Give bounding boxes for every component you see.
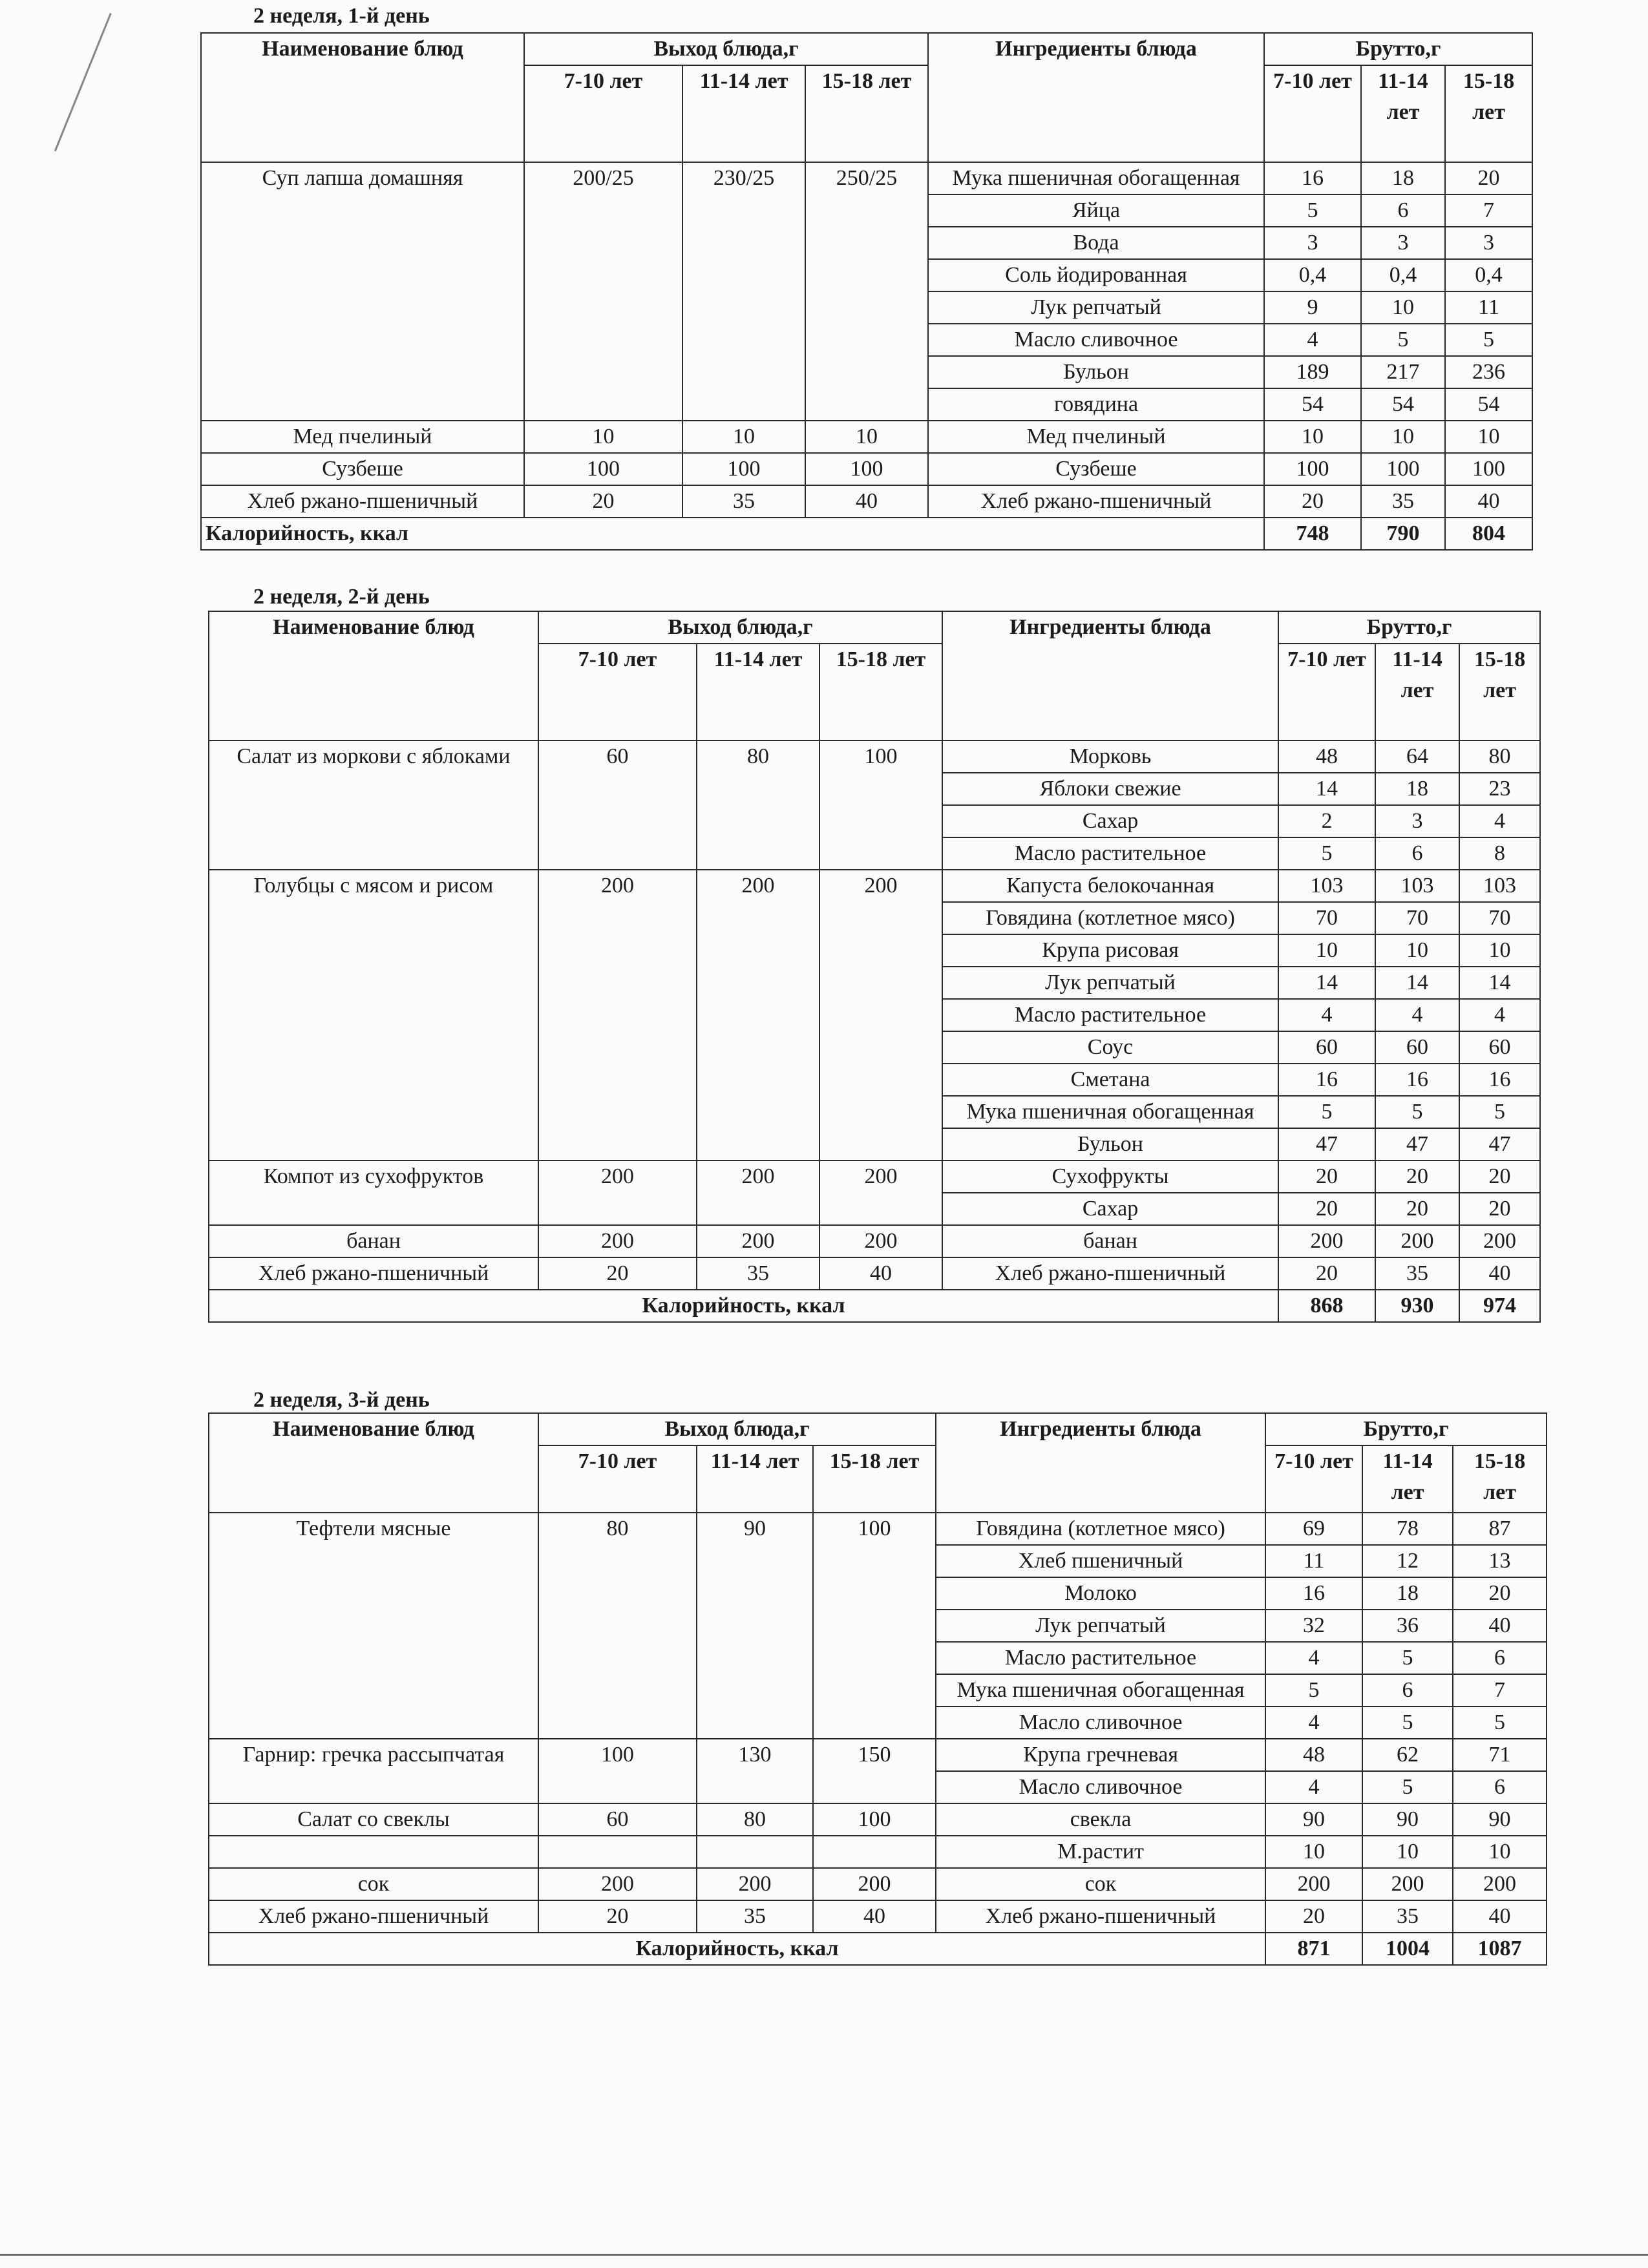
- dish-name: Голубцы с мясом и рисом: [209, 870, 538, 1160]
- ingredient-gross: 10: [1264, 421, 1361, 453]
- header-output-age2: 11-14 лет: [697, 644, 819, 740]
- header-output-age1: 7-10 лет: [538, 1445, 697, 1513]
- ingredient-name: Говядина (котлетное мясо): [942, 902, 1278, 934]
- ingredient-name: Лук репчатый: [942, 967, 1278, 999]
- dish-output: 10: [524, 421, 682, 453]
- header-output-age2: 11-14 лет: [697, 1445, 813, 1513]
- header-gross: Брутто,г: [1264, 33, 1532, 65]
- dish-output: [813, 1836, 936, 1868]
- ingredient-gross: 5: [1453, 1706, 1547, 1739]
- header-gross: Брутто,г: [1265, 1413, 1547, 1445]
- ingredient-gross: 70: [1375, 902, 1459, 934]
- ingredient-gross: 6: [1362, 1674, 1453, 1706]
- dish-output: 10: [805, 421, 928, 453]
- dish-output: [538, 1836, 697, 1868]
- ingredient-gross: 4: [1375, 999, 1459, 1031]
- ingredient-name: Бульон: [928, 356, 1264, 388]
- ingredient-gross: 16: [1278, 1064, 1375, 1096]
- ingredient-name: Мука пшеничная обогащенная: [928, 162, 1264, 194]
- ingredient-name: Соус: [942, 1031, 1278, 1064]
- ingredient-gross: 0,4: [1264, 259, 1361, 291]
- ingredient-gross: 10: [1445, 421, 1532, 453]
- table-row: [209, 1836, 1547, 1868]
- ingredient-name: свекла: [936, 1803, 1265, 1836]
- table-row: [209, 740, 1540, 773]
- ingredient-gross: 18: [1361, 162, 1445, 194]
- ingredient-gross: 100: [1264, 453, 1361, 485]
- ingredient-gross: 189: [1264, 356, 1361, 388]
- ingredient-gross: 10: [1362, 1836, 1453, 1868]
- ingredient-gross: 100: [1445, 453, 1532, 485]
- ingredient-gross: 5: [1362, 1642, 1453, 1674]
- ingredient-gross: 5: [1362, 1706, 1453, 1739]
- ingredient-gross: 20: [1375, 1193, 1459, 1225]
- ingredient-gross: 0,4: [1445, 259, 1532, 291]
- ingredient-gross: 11: [1445, 291, 1532, 324]
- dish-output: [697, 1836, 813, 1868]
- dish-output: 60: [538, 1803, 697, 1836]
- ingredient-name: говядина: [928, 388, 1264, 421]
- menu-table-day-1: [200, 32, 1533, 551]
- ingredient-gross: 20: [1264, 485, 1361, 518]
- ingredient-gross: 90: [1265, 1803, 1362, 1836]
- dish-name: банан: [209, 1225, 538, 1257]
- header-gross-age1: 7-10 лет: [1278, 644, 1375, 740]
- table-row: [209, 1225, 1540, 1257]
- dish-output: 230/25: [682, 162, 805, 421]
- ingredient-gross: 10: [1453, 1836, 1547, 1868]
- header-output-age1: 7-10 лет: [538, 644, 697, 740]
- dish-name: Хлеб ржано-пшеничный: [209, 1900, 538, 1933]
- dish-name: сок: [209, 1868, 538, 1900]
- header-dish: Наименование блюд: [201, 33, 524, 162]
- dish-output: 130: [697, 1739, 813, 1803]
- calories-row: [209, 1290, 1540, 1322]
- calories-label: Калорийность, ккал: [209, 1290, 1278, 1322]
- dish-output: 200: [697, 1868, 813, 1900]
- header-gross-age2: 11-14 лет: [1361, 65, 1445, 162]
- dish-output: 20: [538, 1257, 697, 1290]
- ingredient-name: сок: [936, 1868, 1265, 1900]
- header-dish: Наименование блюд: [209, 611, 538, 740]
- header-gross-age3: 15-18 лет: [1453, 1445, 1547, 1513]
- ingredient-gross: 7: [1445, 194, 1532, 227]
- dish-output: 200: [697, 1225, 819, 1257]
- ingredient-gross: 90: [1453, 1803, 1547, 1836]
- ingredient-gross: 23: [1459, 773, 1540, 805]
- dish-output: 40: [813, 1900, 936, 1933]
- dish-output: 100: [538, 1739, 697, 1803]
- ingredient-gross: 20: [1375, 1160, 1459, 1193]
- ingredient-gross: 103: [1459, 870, 1540, 902]
- ingredient-gross: 4: [1459, 999, 1540, 1031]
- ingredient-gross: 5: [1362, 1771, 1453, 1803]
- table-row: [201, 162, 1532, 194]
- ingredient-name: Яблоки свежие: [942, 773, 1278, 805]
- dish-output: 80: [538, 1513, 697, 1739]
- dish-output: 35: [682, 485, 805, 518]
- ingredient-gross: 5: [1278, 1096, 1375, 1128]
- ingredient-gross: 54: [1264, 388, 1361, 421]
- ingredient-gross: 40: [1453, 1900, 1547, 1933]
- dish-output: 200: [538, 870, 697, 1160]
- ingredient-gross: 6: [1375, 837, 1459, 870]
- ingredient-gross: 5: [1265, 1674, 1362, 1706]
- ingredient-gross: 10: [1278, 934, 1375, 967]
- dish-output: 20: [538, 1900, 697, 1933]
- table-row: [209, 1803, 1547, 1836]
- ingredient-name: Масло растительное: [942, 837, 1278, 870]
- ingredient-gross: 5: [1264, 194, 1361, 227]
- ingredient-gross: 20: [1445, 162, 1532, 194]
- ingredient-gross: 5: [1459, 1096, 1540, 1128]
- dish-output: 200: [813, 1868, 936, 1900]
- ingredient-gross: 14: [1278, 967, 1375, 999]
- dish-output: 250/25: [805, 162, 928, 421]
- ingredient-gross: 70: [1278, 902, 1375, 934]
- ingredient-gross: 6: [1361, 194, 1445, 227]
- ingredient-gross: 54: [1361, 388, 1445, 421]
- table-row: [201, 485, 1532, 518]
- dish-output: 150: [813, 1739, 936, 1803]
- ingredient-name: Сузбеше: [928, 453, 1264, 485]
- ingredient-gross: 200: [1453, 1868, 1547, 1900]
- ingredient-name: Хлеб ржано-пшеничный: [928, 485, 1264, 518]
- header-dish: Наименование блюд: [209, 1413, 538, 1513]
- calories-label: Калорийность, ккал: [209, 1933, 1265, 1965]
- ingredient-gross: 14: [1459, 967, 1540, 999]
- dish-name: Хлеб ржано-пшеничный: [209, 1257, 538, 1290]
- ingredient-gross: 16: [1264, 162, 1361, 194]
- ingredient-gross: 16: [1265, 1577, 1362, 1610]
- header-output-age2: 11-14 лет: [682, 65, 805, 162]
- dish-output: 100: [682, 453, 805, 485]
- dish-output: 80: [697, 1803, 813, 1836]
- ingredient-gross: 69: [1265, 1513, 1362, 1545]
- ingredient-name: Лук репчатый: [928, 291, 1264, 324]
- dish-name: Компот из сухофруктов: [209, 1160, 538, 1225]
- scan-bottom-edge: [0, 2254, 1648, 2256]
- ingredient-gross: 3: [1361, 227, 1445, 259]
- ingredient-name: Масло сливочное: [936, 1706, 1265, 1739]
- ingredient-gross: 5: [1375, 1096, 1459, 1128]
- ingredient-gross: 10: [1361, 291, 1445, 324]
- calories-label: Калорийность, ккал: [201, 518, 1264, 550]
- calories-value: 790: [1361, 518, 1445, 550]
- dish-output: 200: [819, 870, 942, 1160]
- ingredient-name: Вода: [928, 227, 1264, 259]
- dish-name: Мед пчелиный: [201, 421, 524, 453]
- calories-row: [209, 1933, 1547, 1965]
- dish-output: 35: [697, 1257, 819, 1290]
- header-gross-age2: 11-14 лет: [1362, 1445, 1453, 1513]
- ingredient-gross: 5: [1361, 324, 1445, 356]
- ingredient-name: Лук репчатый: [936, 1610, 1265, 1642]
- ingredient-gross: 3: [1264, 227, 1361, 259]
- ingredient-gross: 4: [1278, 999, 1375, 1031]
- ingredient-gross: 60: [1278, 1031, 1375, 1064]
- ingredient-gross: 4: [1459, 805, 1540, 837]
- ingredient-gross: 71: [1453, 1739, 1547, 1771]
- ingredient-gross: 103: [1375, 870, 1459, 902]
- ingredient-name: Крупа рисовая: [942, 934, 1278, 967]
- calories-value: 804: [1445, 518, 1532, 550]
- ingredient-gross: 35: [1361, 485, 1445, 518]
- ingredient-gross: 20: [1278, 1160, 1375, 1193]
- ingredient-gross: 6: [1453, 1642, 1547, 1674]
- ingredient-gross: 18: [1375, 773, 1459, 805]
- ingredient-gross: 35: [1375, 1257, 1459, 1290]
- ingredient-gross: 40: [1445, 485, 1532, 518]
- ingredient-gross: 217: [1361, 356, 1445, 388]
- ingredient-name: Хлеб ржано-пшеничный: [942, 1257, 1278, 1290]
- ingredient-gross: 62: [1362, 1739, 1453, 1771]
- ingredient-gross: 48: [1265, 1739, 1362, 1771]
- ingredient-gross: 4: [1264, 324, 1361, 356]
- table-row: [209, 1160, 1540, 1193]
- ingredient-name: Сахар: [942, 805, 1278, 837]
- ingredient-gross: 4: [1265, 1771, 1362, 1803]
- dish-output: 40: [805, 485, 928, 518]
- ingredient-gross: 14: [1375, 967, 1459, 999]
- ingredient-name: Хлеб пшеничный: [936, 1545, 1265, 1577]
- dish-output: 90: [697, 1513, 813, 1739]
- ingredient-gross: 20: [1278, 1257, 1375, 1290]
- ingredient-gross: 4: [1265, 1706, 1362, 1739]
- table-row: [201, 453, 1532, 485]
- ingredient-gross: 40: [1459, 1257, 1540, 1290]
- ingredient-gross: 20: [1459, 1193, 1540, 1225]
- calories-value: 1087: [1453, 1933, 1547, 1965]
- ingredient-gross: 9: [1264, 291, 1361, 324]
- dish-output: 100: [805, 453, 928, 485]
- ingredient-gross: 16: [1459, 1064, 1540, 1096]
- ingredient-gross: 70: [1459, 902, 1540, 934]
- ingredient-gross: 20: [1278, 1193, 1375, 1225]
- ingredient-gross: 48: [1278, 740, 1375, 773]
- ingredient-gross: 10: [1459, 934, 1540, 967]
- ingredient-name: Масло растительное: [936, 1642, 1265, 1674]
- ingredient-gross: 0,4: [1361, 259, 1445, 291]
- dish-name: Салат со свеклы: [209, 1803, 538, 1836]
- ingredient-gross: 5: [1278, 837, 1375, 870]
- dish-output: 200: [538, 1868, 697, 1900]
- table-row: [209, 1868, 1547, 1900]
- dish-name: Хлеб ржано-пшеничный: [201, 485, 524, 518]
- ingredient-gross: 8: [1459, 837, 1540, 870]
- ingredient-gross: 7: [1453, 1674, 1547, 1706]
- ingredient-gross: 20: [1265, 1900, 1362, 1933]
- header-output: Выход блюда,г: [524, 33, 928, 65]
- dish-output: 80: [697, 740, 819, 870]
- dish-output: 100: [819, 740, 942, 870]
- day-title-3: 2 неделя, 3-й день: [253, 1388, 430, 1412]
- ingredient-gross: 47: [1375, 1128, 1459, 1160]
- calories-value: 868: [1278, 1290, 1375, 1322]
- ingredient-gross: 90: [1362, 1803, 1453, 1836]
- header-output-age1: 7-10 лет: [524, 65, 682, 162]
- ingredient-gross: 200: [1375, 1225, 1459, 1257]
- header-ingredients: Ингредиенты блюда: [942, 611, 1278, 740]
- header-gross-age2: 11-14 лет: [1375, 644, 1459, 740]
- calories-value: 748: [1264, 518, 1361, 550]
- ingredient-gross: 18: [1362, 1577, 1453, 1610]
- ingredient-gross: 11: [1265, 1545, 1362, 1577]
- ingredient-gross: 6: [1453, 1771, 1547, 1803]
- ingredient-name: Масло растительное: [942, 999, 1278, 1031]
- dish-output: 40: [819, 1257, 942, 1290]
- table-row: [209, 1900, 1547, 1933]
- dish-output: 100: [813, 1513, 936, 1739]
- ingredient-name: Морковь: [942, 740, 1278, 773]
- dish-output: 200: [697, 870, 819, 1160]
- dish-name: Сузбеше: [201, 453, 524, 485]
- ingredient-gross: 12: [1362, 1545, 1453, 1577]
- ingredient-gross: 35: [1362, 1900, 1453, 1933]
- ingredient-gross: 2: [1278, 805, 1375, 837]
- calories-row: [201, 518, 1532, 550]
- dish-output: 200: [697, 1160, 819, 1225]
- ingredient-name: Соль йодированная: [928, 259, 1264, 291]
- calories-value: 871: [1265, 1933, 1362, 1965]
- ingredient-gross: 3: [1375, 805, 1459, 837]
- dish-output: 35: [697, 1900, 813, 1933]
- calories-value: 1004: [1362, 1933, 1453, 1965]
- ingredient-name: Сметана: [942, 1064, 1278, 1096]
- ingredient-name: Сухофрукты: [942, 1160, 1278, 1193]
- ingredient-gross: 20: [1459, 1160, 1540, 1193]
- ingredient-name: Яйца: [928, 194, 1264, 227]
- header-output-age3: 15-18 лет: [805, 65, 928, 162]
- ingredient-gross: 3: [1445, 227, 1532, 259]
- ingredient-name: Сахар: [942, 1193, 1278, 1225]
- dish-name: [209, 1836, 538, 1868]
- dish-output: 20: [524, 485, 682, 518]
- dish-name: Салат из моркови с яблоками: [209, 740, 538, 870]
- day-title-2: 2 неделя, 2-й день: [253, 585, 430, 609]
- ingredient-gross: 236: [1445, 356, 1532, 388]
- ingredient-gross: 200: [1362, 1868, 1453, 1900]
- menu-table-day-3: [208, 1412, 1547, 1966]
- header-gross-age1: 7-10 лет: [1265, 1445, 1362, 1513]
- ingredient-gross: 47: [1278, 1128, 1375, 1160]
- header-gross: Брутто,г: [1278, 611, 1540, 644]
- ingredient-name: Хлеб ржано-пшеничный: [936, 1900, 1265, 1933]
- ingredient-gross: 80: [1459, 740, 1540, 773]
- ingredient-name: Масло сливочное: [928, 324, 1264, 356]
- ingredient-gross: 13: [1453, 1545, 1547, 1577]
- ingredient-gross: 10: [1375, 934, 1459, 967]
- dish-output: 100: [813, 1803, 936, 1836]
- ingredient-name: Крупа гречневая: [936, 1739, 1265, 1771]
- header-gross-age3: 15-18 лет: [1445, 65, 1532, 162]
- dish-output: 200: [538, 1225, 697, 1257]
- ingredient-name: М.растит: [936, 1836, 1265, 1868]
- header-output-age3: 15-18 лет: [819, 644, 942, 740]
- header-output: Выход блюда,г: [538, 611, 942, 644]
- table-row: [209, 1739, 1547, 1771]
- ingredient-gross: 4: [1265, 1642, 1362, 1674]
- ingredient-gross: 64: [1375, 740, 1459, 773]
- table-row: [209, 1513, 1547, 1545]
- ingredient-name: Молоко: [936, 1577, 1265, 1610]
- day-title-1: 2 неделя, 1-й день: [253, 4, 430, 28]
- ingredient-gross: 36: [1362, 1610, 1453, 1642]
- scan-artifact-line: [54, 13, 112, 151]
- ingredient-name: банан: [942, 1225, 1278, 1257]
- ingredient-gross: 200: [1265, 1868, 1362, 1900]
- dish-output: 200: [819, 1225, 942, 1257]
- ingredient-name: Мука пшеничная обогащенная: [936, 1674, 1265, 1706]
- ingredient-gross: 5: [1445, 324, 1532, 356]
- ingredient-name: Капуста белокочанная: [942, 870, 1278, 902]
- dish-output: 200: [819, 1160, 942, 1225]
- header-gross-age1: 7-10 лет: [1264, 65, 1361, 162]
- header-ingredients: Ингредиенты блюда: [928, 33, 1264, 162]
- table-row: [201, 421, 1532, 453]
- header-output-age3: 15-18 лет: [813, 1445, 936, 1513]
- ingredient-gross: 32: [1265, 1610, 1362, 1642]
- header-ingredients: Ингредиенты блюда: [936, 1413, 1265, 1513]
- ingredient-gross: 103: [1278, 870, 1375, 902]
- ingredient-gross: 20: [1453, 1577, 1547, 1610]
- ingredient-gross: 60: [1375, 1031, 1459, 1064]
- dish-name: Суп лапша домашняя: [201, 162, 524, 421]
- ingredient-gross: 40: [1453, 1610, 1547, 1642]
- ingredient-name: Говядина (котлетное мясо): [936, 1513, 1265, 1545]
- ingredient-gross: 78: [1362, 1513, 1453, 1545]
- ingredient-gross: 200: [1278, 1225, 1375, 1257]
- dish-output: 200/25: [524, 162, 682, 421]
- ingredient-gross: 54: [1445, 388, 1532, 421]
- dish-output: 100: [524, 453, 682, 485]
- dish-name: Тефтели мясные: [209, 1513, 538, 1739]
- ingredient-name: Мед пчелиный: [928, 421, 1264, 453]
- dish-name: Гарнир: гречка рассыпчатая: [209, 1739, 538, 1803]
- ingredient-name: Мука пшеничная обогащенная: [942, 1096, 1278, 1128]
- calories-value: 974: [1459, 1290, 1540, 1322]
- ingredient-gross: 60: [1459, 1031, 1540, 1064]
- ingredient-gross: 87: [1453, 1513, 1547, 1545]
- table-row: [209, 870, 1540, 902]
- ingredient-gross: 10: [1265, 1836, 1362, 1868]
- ingredient-name: Бульон: [942, 1128, 1278, 1160]
- dish-output: 10: [682, 421, 805, 453]
- ingredient-gross: 47: [1459, 1128, 1540, 1160]
- header-gross-age3: 15-18 лет: [1459, 644, 1540, 740]
- dish-output: 60: [538, 740, 697, 870]
- ingredient-gross: 200: [1459, 1225, 1540, 1257]
- ingredient-gross: 16: [1375, 1064, 1459, 1096]
- table-row: [209, 1257, 1540, 1290]
- ingredient-gross: 14: [1278, 773, 1375, 805]
- ingredient-gross: 100: [1361, 453, 1445, 485]
- header-output: Выход блюда,г: [538, 1413, 936, 1445]
- dish-output: 200: [538, 1160, 697, 1225]
- ingredient-gross: 10: [1361, 421, 1445, 453]
- menu-table-day-2: [208, 611, 1541, 1323]
- ingredient-name: Масло сливочное: [936, 1771, 1265, 1803]
- calories-value: 930: [1375, 1290, 1459, 1322]
